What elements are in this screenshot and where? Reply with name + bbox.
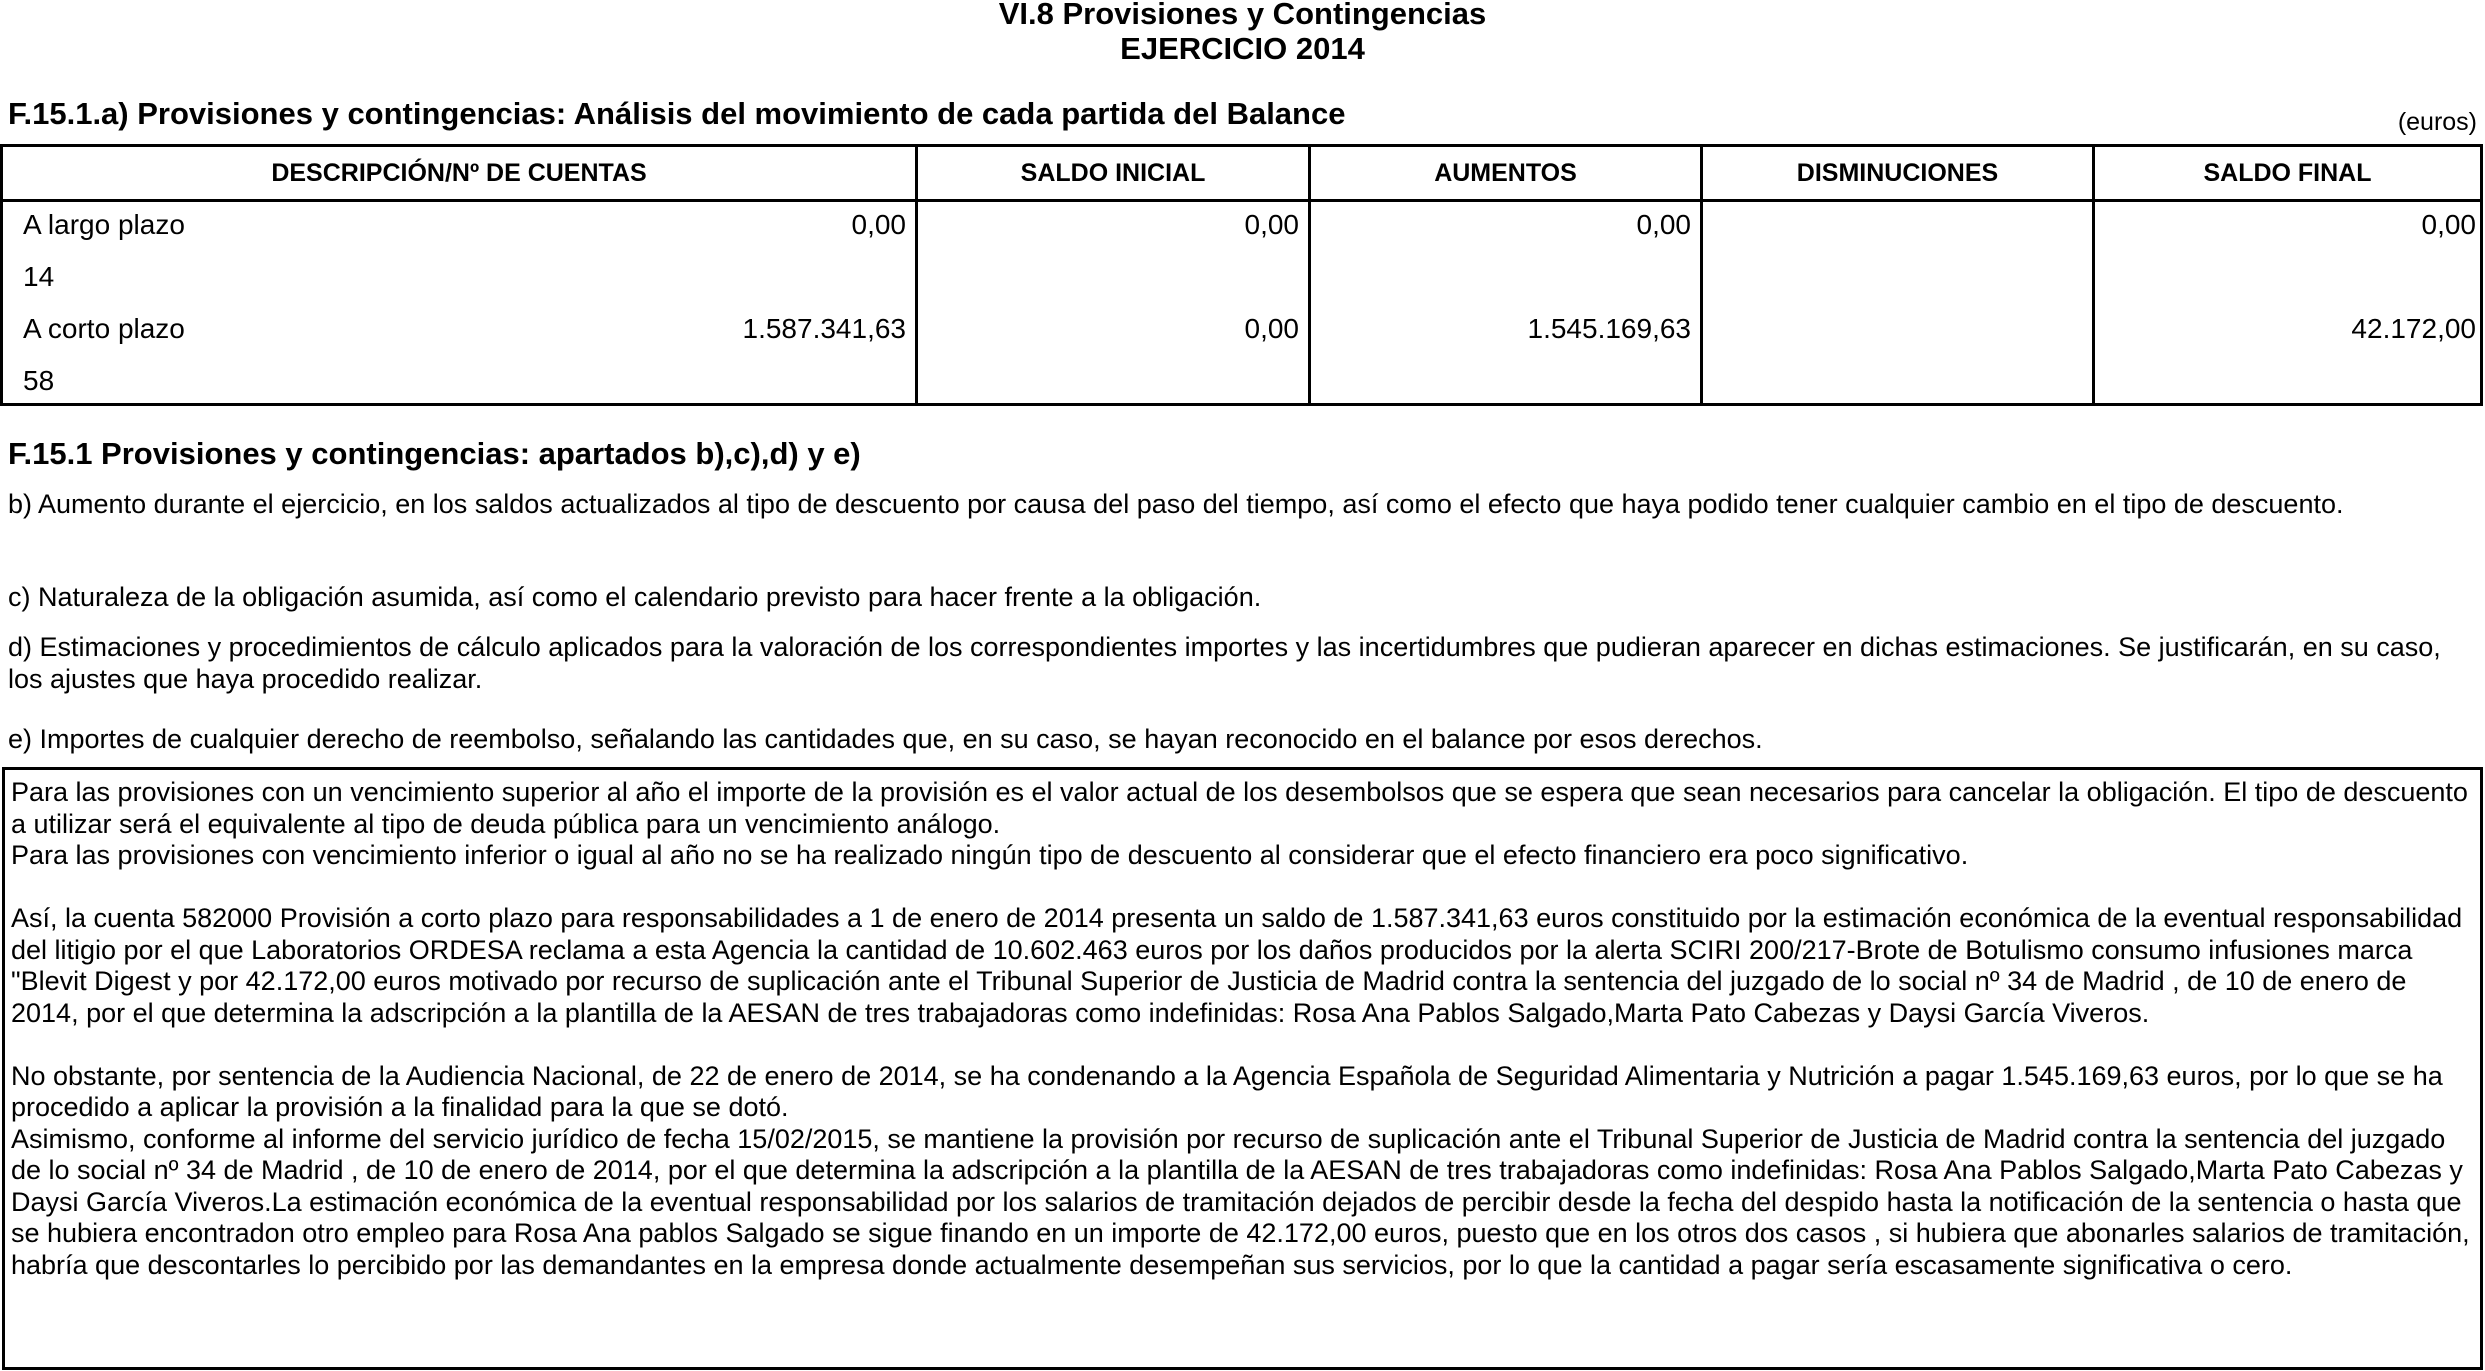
movement-table bbox=[0, 144, 2483, 406]
table-row bbox=[3, 199, 2480, 251]
page-title: VI.8 Provisiones y Contingencias bbox=[998, 0, 1487, 31]
table-section-title: F.15.1.a) Provisiones y contingencias: Análisis del movimiento de cada partida del Balance bbox=[8, 96, 1346, 131]
cell-saldo-inicial: 1.587.341,63 bbox=[742, 313, 906, 344]
paragraph-spacer bbox=[11, 872, 2472, 904]
row-label: A corto plazo bbox=[23, 313, 185, 344]
column-header-aumentos: AUMENTOS bbox=[1434, 159, 1577, 187]
row-label: 58 bbox=[23, 365, 55, 396]
explanation-text-box bbox=[2, 767, 2483, 1370]
explanation-paragraph: Para las provisiones con un vencimiento superior al año el importe de la provisión es el valor actual de los desembolsos que se espera que sean necesarios para cancelar la obligación. El tipo de descuento a utilizar será el equivalente al tipo de deuda pública para un vencimiento análogo. bbox=[11, 777, 2468, 839]
explanation-paragraph: Así, la cuenta 582000 Provisión a corto plazo para responsabilidades a 1 de enero de 2014 presenta un saldo de 1.587.341,63 euros constituido por la estimación económica de la eventual responsabilidad del litigio por el que Laboratorios ORDESA reclama a esta Agencia la cantidad de 10.602.463 euros por los daños producidos por la alerta SCIRI 200/217-Brote de Botulismo consumo infusiones marca "Blevit Digest y por 42.172,00 euros motivado por recurso de suplicación ante el Tribunal Superior de Justicia de Madrid contra la sentencia del juzgado de lo social nº 34 de Madrid , de 10 de enero de 2014, por el que determina la adscripción a la plantilla de la AESAN de tres trabajadoras como indefinidas: Rosa Ana Pablos Salgado,Marta Pato Cabezas y Daysi García Viveros. bbox=[11, 903, 2463, 1028]
cell-disminuciones: 1.545.169,63 bbox=[1527, 313, 1691, 344]
page-subtitle: EJERCICIO 2014 bbox=[1120, 31, 1365, 66]
row-label: 14 bbox=[23, 261, 55, 292]
table-row bbox=[3, 355, 2480, 407]
paragraph-e: e) Importes de cualquier derecho de reembolso, señalando las cantidades que, en su caso, se hayan reconocido en el balance por esos derechos. bbox=[8, 724, 1763, 754]
explanation-paragraph: No obstante, por sentencia de la Audiencia Nacional, de 22 de enero de 2014, se ha condenando a la Agencia Española de Seguridad Alimentaria y Nutrición a pagar 1.545.169,63 euros, por lo que se ha procedido a aplicar la provisión a la finalidad para la que se dotó. bbox=[11, 1060, 2443, 1122]
table-row bbox=[3, 303, 2480, 355]
cell-saldo-final: 42.172,00 bbox=[2351, 313, 2476, 344]
paragraph-c: c) Naturaleza de la obligación asumida, así como el calendario previsto para hacer frente a la obligación. bbox=[8, 582, 1262, 612]
table-header bbox=[3, 147, 2480, 202]
row-label: A largo plazo bbox=[23, 209, 185, 240]
paragraph-b: b) Aumento durante el ejercicio, en los saldos actualizados al tipo de descuento por causa del paso del tiempo, así como el efecto que haya podido tener cualquier cambio en el tipo de descuento. bbox=[8, 489, 2344, 519]
column-header-descripcion: DESCRIPCIÓN/Nº DE CUENTAS bbox=[271, 159, 647, 187]
cell-aumentos: 0,00 bbox=[1244, 209, 1299, 240]
paragraph-d: d) Estimaciones y procedimientos de cálculo aplicados para la valoración de los correspondientes importes y las incertidumbres que pudieran aparecer en dichas estimaciones. Se justificarán, en su caso, los ajustes que haya procedido realizar. bbox=[8, 632, 2441, 694]
units-label: (euros) bbox=[2397, 108, 2477, 136]
cell-saldo-inicial: 0,00 bbox=[851, 209, 906, 240]
cell-saldo-final: 0,00 bbox=[2421, 209, 2476, 240]
column-header-saldo-final: SALDO FINAL bbox=[2203, 159, 2372, 187]
table-row bbox=[3, 251, 2480, 303]
explanation-paragraph: Asimismo, conforme al informe del servicio jurídico de fecha 15/02/2015, se mantiene la provisión por recurso de suplicación ante el Tribunal Superior de Justicia de Madrid contra la sentencia del juzgado de lo social nº 34 de Madrid , de 10 de enero de 2014, por el que determina la adscripción a la plantilla de la AESAN de tres trabajadoras como indefinidas: Rosa Ana Pablos Salgado,Marta Pato Cabezas y Daysi García Viveros.La estimación económica de la eventual responsabilidad por los salarios de tramitación dejados de percibir desde la fecha del despido hasta la notificación de la sentencia o hasta que se hubiera encontradon otro empleo para Rosa Ana pablos Salgado se sigue finando en un importe de 42.172,00 euros, puesto que en los otros dos casos , si hubiera que abonarles salarios de tramitación, habría que descontarles lo percibido por las demandantes en la empresa donde actualmente desempeñan sus servicios, por lo que la cantidad a pagar sería escasamente significativa o cero. bbox=[11, 1123, 2470, 1280]
column-header-disminuciones: DISMINUCIONES bbox=[1796, 159, 1999, 187]
cell-aumentos: 0,00 bbox=[1244, 313, 1299, 344]
paragraph-spacer bbox=[11, 1029, 2472, 1061]
cell-disminuciones: 0,00 bbox=[1636, 209, 1691, 240]
explanation-paragraph: Para las provisiones con vencimiento inferior o igual al año no se ha realizado ningún tipo de descuento al considerar que el efecto financiero era poco significativo. bbox=[11, 840, 1969, 870]
column-header-saldo-inicial: SALDO INICIAL bbox=[1020, 159, 1206, 187]
section-bcde-title: F.15.1 Provisiones y contingencias: apartados b),c),d) y e) bbox=[8, 436, 861, 471]
